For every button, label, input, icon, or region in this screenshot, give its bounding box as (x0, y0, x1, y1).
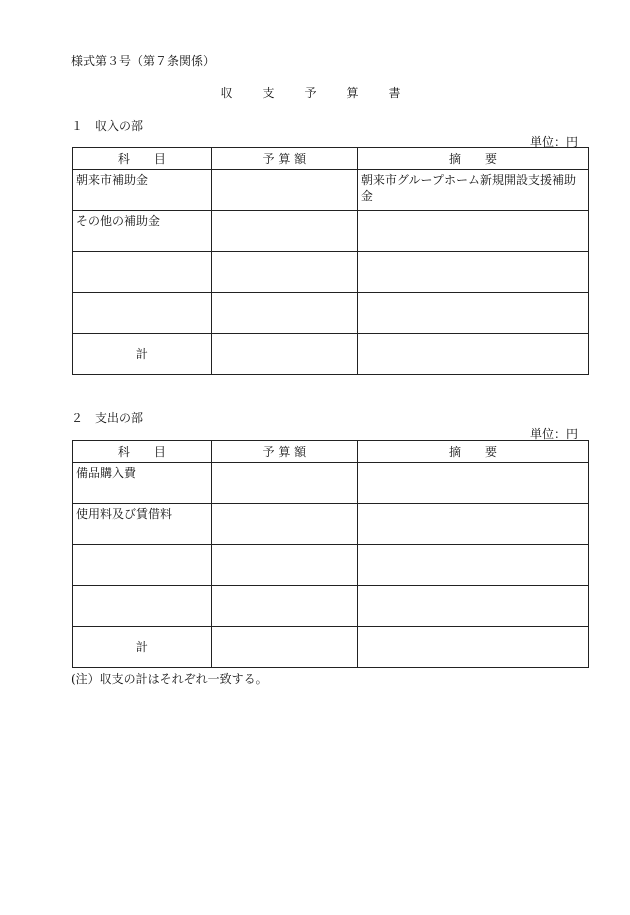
table-row (73, 545, 589, 586)
total-row (73, 627, 589, 668)
column-header-note: 摘 要 (357, 441, 588, 463)
item-cell: 使用料及び賃借料 (73, 504, 212, 545)
column-header-amount: 予 算 額 (211, 148, 357, 170)
amount-cell (211, 252, 357, 293)
note-cell: 朝来市グループホーム新規開設支援補助金 (357, 170, 588, 211)
amount-cell (211, 545, 357, 586)
amount-cell (211, 586, 357, 627)
note-cell (357, 463, 588, 504)
note-cell (357, 211, 588, 252)
table-header-row (73, 148, 589, 170)
income-heading: １ 収入の部 (71, 119, 144, 133)
amount-cell (211, 170, 357, 211)
column-header-item: 科 目 (73, 441, 212, 463)
amount-cell (211, 211, 357, 252)
total-amount-cell (211, 627, 357, 668)
expense-unit: 単位：円 (529, 427, 578, 441)
note-cell (357, 545, 588, 586)
table-header-row (73, 441, 589, 463)
table-row (73, 211, 589, 252)
note-cell (357, 293, 588, 334)
table-row (73, 463, 589, 504)
amount-cell (211, 463, 357, 504)
expense-table (72, 440, 589, 668)
total-label: 計 (73, 334, 212, 375)
total-note-cell (357, 627, 588, 668)
income-unit: 単位：円 (529, 135, 578, 149)
total-label: 計 (73, 627, 212, 668)
amount-cell (211, 504, 357, 545)
item-cell: 朝来市補助金 (73, 170, 212, 211)
income-table (72, 147, 589, 375)
total-note-cell (357, 334, 588, 375)
item-cell: その他の補助金 (73, 211, 212, 252)
column-header-note: 摘 要 (357, 148, 588, 170)
table-row (73, 293, 589, 334)
document-title: 収 支 予 算 書 (220, 86, 410, 100)
note-cell (357, 586, 588, 627)
item-cell (73, 586, 212, 627)
table-row (73, 586, 589, 627)
item-cell (73, 545, 212, 586)
item-cell (73, 293, 212, 334)
item-cell (73, 252, 212, 293)
note-cell (357, 252, 588, 293)
table-row (73, 252, 589, 293)
amount-cell (211, 293, 357, 334)
column-header-amount: 予 算 額 (211, 441, 357, 463)
form-number: 様式第３号（第７条関係） (71, 54, 216, 68)
note-cell (357, 504, 588, 545)
footnote: (注）収支の計はそれぞれ一致する。 (71, 672, 268, 686)
total-amount-cell (211, 334, 357, 375)
column-header-item: 科 目 (73, 148, 212, 170)
total-row (73, 334, 589, 375)
expense-heading: ２ 支出の部 (71, 411, 144, 425)
table-row (73, 170, 589, 211)
table-row (73, 504, 589, 545)
item-cell: 備品購入費 (73, 463, 212, 504)
